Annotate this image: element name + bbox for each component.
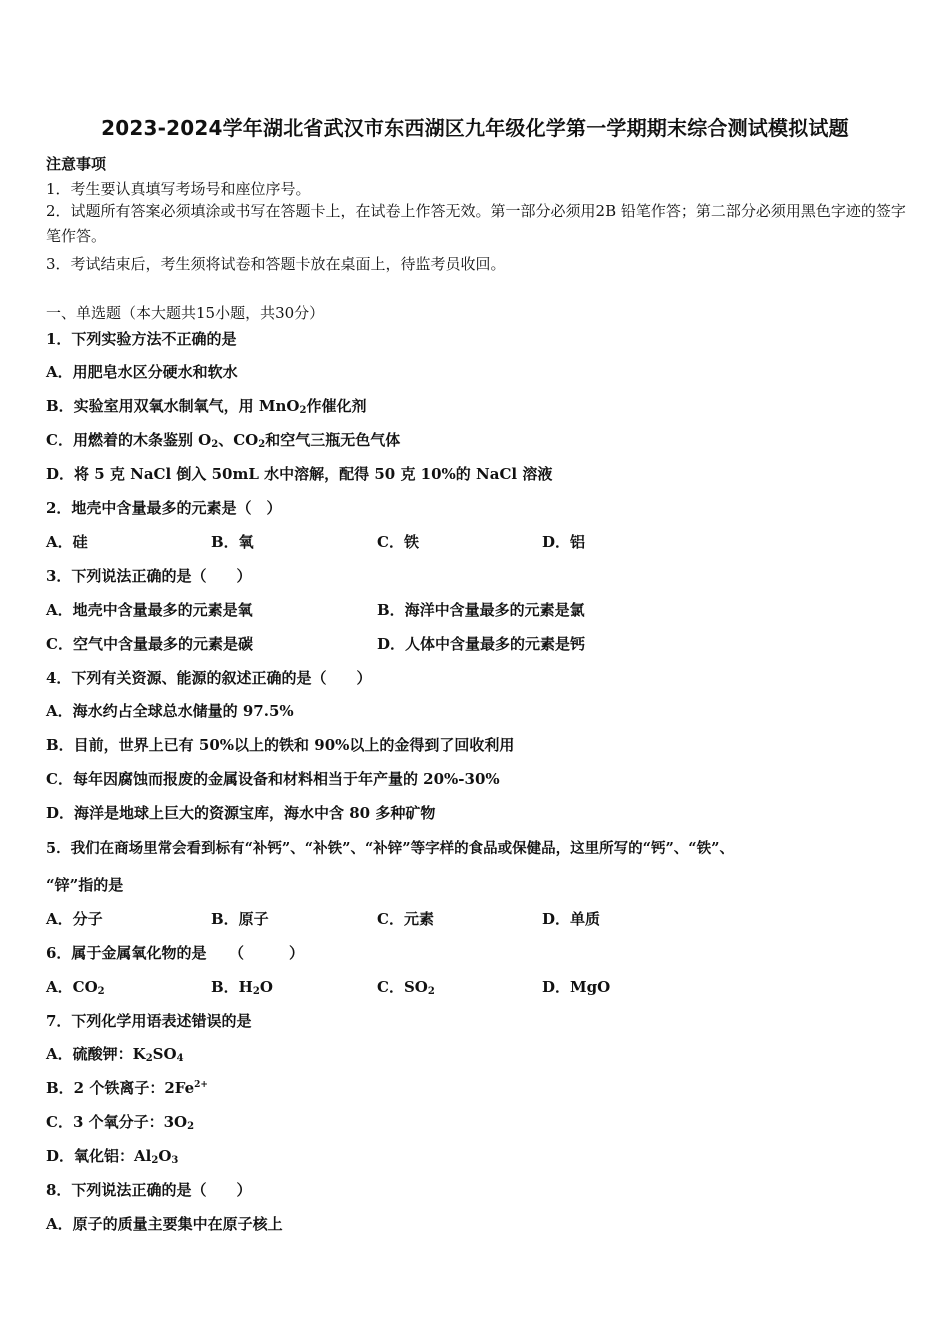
q6-option-c: C．$SO_2$ (377, 978, 435, 997)
q7-option-a: A．硫酸钾：$K_2SO_4$ (46, 1045, 184, 1064)
q5-stem-line1: 5．我们在商场里常会看到标有“补钙”、“补铁”、“补锌”等字样的食品或保健品，这里所写的“钙”、“铁”、 (46, 840, 734, 857)
q6-option-d: D．MgO (542, 978, 611, 996)
q5-option-c: C．元素 (377, 910, 434, 928)
q1-option-a: A．用肥皂水区分硬水和软水 (46, 363, 238, 381)
q3-option-b: B．海洋中含量最多的元素是氯 (377, 601, 585, 619)
q4-option-a: A．海水约占全球总水储量的 97.5% (46, 702, 294, 720)
q2-option-a: A．硅 (46, 533, 88, 551)
page-title: 2023-2024学年湖北省武汉市东西湖区九年级化学第一学期期末综合测试模拟试题 (101, 116, 849, 140)
q1-stem: 1．下列实验方法不正确的是 (46, 330, 237, 348)
notice-item-2: 2．试题所有答案必须填涂或书写在答题卡上，在试卷上作答无效。第一部分必须用2B 铅笔作答；第二部分必须用黑色字迹的签字笔作答。 (46, 202, 906, 245)
notice-heading: 注意事项 (46, 155, 107, 173)
q7-option-d: D．氧化铝：$Al_2O_3$ (46, 1147, 179, 1166)
q8-stem: 8．下列说法正确的是（ ） (46, 1181, 252, 1199)
q7-stem: 7．下列化学用语表述错误的是 (46, 1012, 252, 1030)
q4-option-b: B．目前，世界上已有 50%以上的铁和 90%以上的金得到了回收利用 (46, 736, 515, 754)
q1-option-b: B．实验室用双氧水制氧气，用 MnO$_2$作催化剂 (46, 397, 367, 416)
q3-option-c: C．空气中含量最多的元素是碳 (46, 635, 253, 653)
q8-option-a: A．原子的质量主要集中在原子核上 (46, 1215, 283, 1233)
notice-item-3: 3．考试结束后，考生须将试卷和答题卡放在桌面上，待监考员收回。 (46, 255, 506, 273)
q3-option-d: D．人体中含量最多的元素是钙 (377, 635, 586, 653)
q4-option-d: D．海洋是地球上巨大的资源宝库，海水中含 80 多种矿物 (46, 804, 436, 822)
q6-stem: 6．属于金属氧化物的是 （ ） (46, 944, 304, 962)
q1-option-d: D．将 5 克 NaCl 倒入 50mL 水中溶解，配得 50 克 10%的 NaCl 溶液 (46, 465, 553, 483)
q3-option-a: A．地壳中含量最多的元素是氧 (46, 601, 253, 619)
q5-option-d: D．单质 (542, 910, 601, 928)
q2-option-c: C．铁 (377, 533, 419, 551)
section-heading: 一、单选题（本大题共15小题，共30分） (46, 304, 325, 322)
q5-stem-line2: “锌”指的是 (46, 876, 124, 894)
q2-option-d: D．铝 (542, 533, 586, 551)
q5-option-b: B．原子 (211, 910, 269, 928)
q2-stem: 2．地壳中含量最多的元素是（ ） (46, 499, 282, 517)
q4-stem: 4．下列有关资源、能源的叙述正确的是（ ） (46, 669, 372, 687)
notice-item-1: 1．考生要认真填写考场号和座位序号。 (46, 180, 311, 198)
q6-option-b: B．$H_2O$ (211, 978, 273, 997)
q4-option-c: C．每年因腐蚀而报废的金属设备和材料相当于年产量的 20%-30% (46, 770, 500, 788)
q7-option-c: C．3 个氧分子：$3O_2$ (46, 1113, 195, 1132)
q7-option-b: B．2 个铁离子：$2Fe^{2+}$ (46, 1079, 208, 1097)
q5-option-a: A．分子 (46, 910, 103, 928)
q2-option-b: B．氧 (211, 533, 254, 551)
q6-option-a: A．$CO_2$ (46, 978, 105, 997)
q3-stem: 3．下列说法正确的是（ ） (46, 567, 252, 585)
q1-option-c: C．用燃着的木条鉴别 $O_2$、$CO_2$和空气三瓶无色气体 (46, 431, 401, 450)
